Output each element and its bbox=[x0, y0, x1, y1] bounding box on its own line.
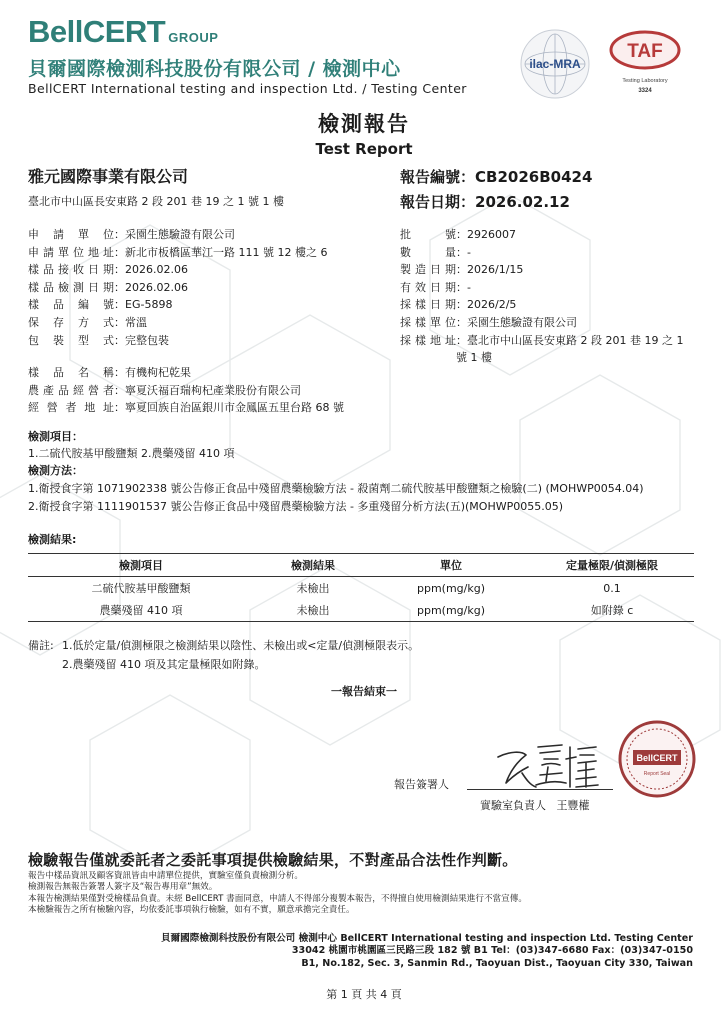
field-label: 有效日期 bbox=[400, 280, 456, 294]
client-name: 雅元國際事業有限公司 bbox=[28, 167, 189, 186]
test-items-text: 1.二硫代胺基甲酸鹽類 2.農藥殘留 410 項 bbox=[28, 447, 235, 460]
field-label: 數量 bbox=[400, 245, 456, 259]
seal-text: BellCERT bbox=[636, 753, 678, 763]
test-method-line: 2.衛授食字第 1111901537 號公告修正食品中殘留農藥檢驗方法 - 多重殘留分析方法(五)(MOHWP0055.05) bbox=[28, 500, 564, 513]
report-date bbox=[400, 191, 570, 212]
table-cell: 農藥殘留 410 項 bbox=[28, 599, 254, 622]
batch-info bbox=[400, 226, 700, 367]
field-row bbox=[400, 226, 700, 244]
report-number bbox=[400, 166, 592, 187]
table-row bbox=[28, 599, 694, 622]
column-header: 檢測項目 bbox=[28, 554, 254, 577]
remark-line: 2.農藥殘留 410 項及其定量極限如附錄。 bbox=[62, 658, 266, 671]
field-row bbox=[28, 279, 388, 297]
remarks-label: 備註: bbox=[28, 639, 54, 652]
handwritten-signature bbox=[492, 737, 602, 793]
test-method-line: 1.衛授食字第 1071902338 號公告修正食品中殘留農藥檢驗方法 - 殺菌劑二硫代胺基甲酸鹽類之檢驗(二) (MOHWP0054.04) bbox=[28, 482, 644, 495]
field-label: 批號 bbox=[400, 228, 456, 241]
signatory-name: 王豐權 bbox=[556, 799, 590, 812]
field-label: 採樣地址 bbox=[400, 333, 456, 347]
field-row bbox=[400, 244, 700, 262]
field-value: ：2026.02.06 bbox=[114, 263, 188, 277]
field-value: ：常溫 bbox=[114, 315, 147, 329]
field-value: ：采園生態驗證有限公司 bbox=[114, 228, 235, 241]
field-row bbox=[400, 261, 700, 279]
report-seal-stamp bbox=[617, 719, 697, 799]
field-row bbox=[28, 364, 428, 382]
column-header: 檢測結果 bbox=[254, 554, 372, 577]
field-value: ：2026/2/5 bbox=[456, 298, 517, 312]
logo-group: GROUP bbox=[168, 30, 219, 45]
column-header: 單位 bbox=[372, 554, 530, 577]
applicant-info bbox=[28, 226, 388, 349]
taf-number: 3324 bbox=[638, 88, 652, 94]
company-logo bbox=[28, 14, 218, 50]
field-row bbox=[28, 226, 388, 244]
taf-logo bbox=[605, 26, 685, 100]
field-value: ：有機枸杞乾果 bbox=[114, 366, 191, 379]
field-value: ：寧夏沃福百瑞枸杞產業股份有限公司 bbox=[114, 383, 301, 397]
table-cell: 未檢出 bbox=[296, 582, 330, 595]
taf-text: TAF bbox=[627, 41, 663, 62]
field-row bbox=[28, 244, 388, 262]
field-label: 申請單位 bbox=[28, 228, 114, 241]
field-row bbox=[28, 296, 388, 314]
report-number-label: 報告編號： bbox=[400, 168, 476, 186]
field-row bbox=[400, 314, 700, 332]
signature-line bbox=[467, 789, 613, 790]
field-label: 樣品名稱 bbox=[28, 366, 114, 379]
test-items-label: 檢測項目： bbox=[28, 430, 83, 443]
report-title-cn: 檢測報告 bbox=[318, 112, 410, 136]
signatory-title: 實驗室負責人 bbox=[480, 799, 546, 812]
field-row bbox=[400, 296, 700, 314]
sample-info bbox=[28, 364, 428, 417]
field-value: ：- bbox=[456, 280, 471, 294]
footer-line: 貝爾國際檢測科技股份有限公司 檢測中心 BellCERT International testing and inspection Ltd. Testing Center bbox=[160, 933, 693, 944]
taf-sub: Testing Laboratory bbox=[622, 78, 668, 84]
footer-address bbox=[93, 933, 693, 970]
field-row bbox=[28, 332, 388, 350]
footer-line: 33042 桃園市桃園區三民路三段 182 號 B1 Tel：(03)347-6680 Fax：(03)347-0150 bbox=[291, 945, 693, 957]
table-cell: ppm(mg/kg) bbox=[372, 599, 530, 622]
field-value: ：2026.02.06 bbox=[114, 280, 188, 294]
disclaimer-line: 檢測報告無報告簽署人簽字及“報告專用章”無效。 bbox=[28, 882, 218, 893]
page-number: 第 1 頁 共 4 頁 bbox=[326, 988, 402, 1001]
report-end-marker: 一報告結束一 bbox=[331, 685, 397, 698]
results-table bbox=[28, 553, 694, 622]
field-row bbox=[400, 332, 700, 367]
field-label: 製造日期 bbox=[400, 263, 456, 277]
ilac-text: ilac-MRA bbox=[529, 57, 581, 71]
field-value: ：寧夏回族自治區銀川市金鳳區五里台路 68 號 bbox=[114, 401, 344, 415]
column-header: 定量極限/偵測極限 bbox=[530, 554, 694, 577]
table-cell: 未檢出 bbox=[254, 599, 372, 622]
table-cell: 如附錄 c bbox=[530, 599, 694, 622]
test-methods-label: 檢測方法： bbox=[28, 464, 83, 477]
disclaimer-line: 本報告檢測結果僅對受檢樣品負責。未經 BellCERT 書面同意，申請人不得部分複製本報告，不得擅自使用檢測結果進行不當宣傳。 bbox=[28, 893, 527, 904]
signatory-label: 報告簽署人 bbox=[394, 778, 449, 791]
report-number-value: CB2026B0424 bbox=[475, 168, 593, 186]
report-title-en: Test Report bbox=[315, 140, 413, 158]
table-header-row bbox=[28, 554, 694, 577]
client-address: 臺北市中山區長安東路 2 段 201 巷 19 之 1 號 1 樓 bbox=[28, 195, 284, 208]
report-date-value: 2026.02.12 bbox=[475, 193, 570, 211]
table-cell: 0.1 bbox=[603, 581, 621, 595]
field-value: ：- bbox=[456, 245, 471, 259]
field-row bbox=[28, 399, 428, 417]
footer-line: B1, No.182, Sec. 3, Sanmin Rd., Taoyuan Dist., Taoyuan City 330, Taiwan bbox=[301, 957, 693, 969]
seal-sub: Report Seal bbox=[643, 771, 671, 777]
results-label: 檢測結果: bbox=[28, 533, 77, 546]
field-row bbox=[400, 279, 700, 297]
org-name-cn: 貝爾國際檢測科技股份有限公司 / 檢測中心 bbox=[28, 58, 401, 80]
field-row bbox=[28, 382, 428, 400]
table-cell: 二硫代胺基甲酸鹽類 bbox=[91, 582, 191, 595]
field-label: 採樣單位 bbox=[400, 315, 456, 329]
org-name-en: BellCERT International testing and inspection Ltd. / Testing Center bbox=[28, 81, 467, 96]
field-label: 樣品檢測日期 bbox=[28, 280, 114, 294]
remark-line: 1.低於定量/偵測極限之檢測結果以陰性、未檢出或<定量/偵測極限表示。 bbox=[62, 639, 420, 652]
field-value: ：新北市板橋區華江一路 111 號 12 樓之 6 bbox=[114, 245, 328, 259]
field-label: 樣品編號 bbox=[28, 298, 114, 312]
disclaimer-title: 檢驗報告僅就委託者之委託事項提供檢驗結果，不對產品合法性作判斷。 bbox=[28, 851, 518, 869]
field-label: 採樣日期 bbox=[400, 298, 456, 312]
field-value: ：臺北市中山區長安東路 2 段 201 巷 19 之 1 號 1 樓 bbox=[456, 333, 684, 365]
field-value: ：采園生態驗證有限公司 bbox=[456, 315, 577, 329]
field-value: ：EG-5898 bbox=[114, 298, 173, 312]
disclaimer-notes bbox=[28, 871, 527, 917]
report-date-label: 報告日期： bbox=[400, 193, 476, 211]
field-label: 申請單位地址 bbox=[28, 245, 114, 259]
ilac-mra-logo bbox=[516, 27, 594, 101]
field-row bbox=[28, 314, 388, 332]
signatory-role bbox=[480, 797, 590, 813]
field-value: ：完整包裝 bbox=[114, 333, 169, 347]
field-row bbox=[28, 261, 388, 279]
field-value: ：2926007 bbox=[456, 228, 516, 241]
table-row bbox=[28, 577, 694, 600]
table-cell: ppm(mg/kg) bbox=[416, 581, 486, 595]
field-label: 包裝型式 bbox=[28, 333, 114, 347]
field-label: 經營者地址 bbox=[28, 401, 114, 415]
field-label: 農產品經營者 bbox=[28, 383, 114, 397]
disclaimer-line: 報告中樣品資訊及顧客資訊皆由申請單位提供，實驗室僅負責檢測分析。 bbox=[28, 871, 304, 881]
field-label: 樣品接收日期 bbox=[28, 263, 114, 277]
disclaimer-line: 本檢驗報告之所有檢驗內容，均依委託事項執行檢驗，如有不實，願意承擔完全責任。 bbox=[28, 905, 355, 916]
field-label: 保存方式 bbox=[28, 315, 114, 329]
field-value: ：2026/1/15 bbox=[456, 263, 524, 277]
logo-word: BellCERT bbox=[28, 14, 166, 49]
